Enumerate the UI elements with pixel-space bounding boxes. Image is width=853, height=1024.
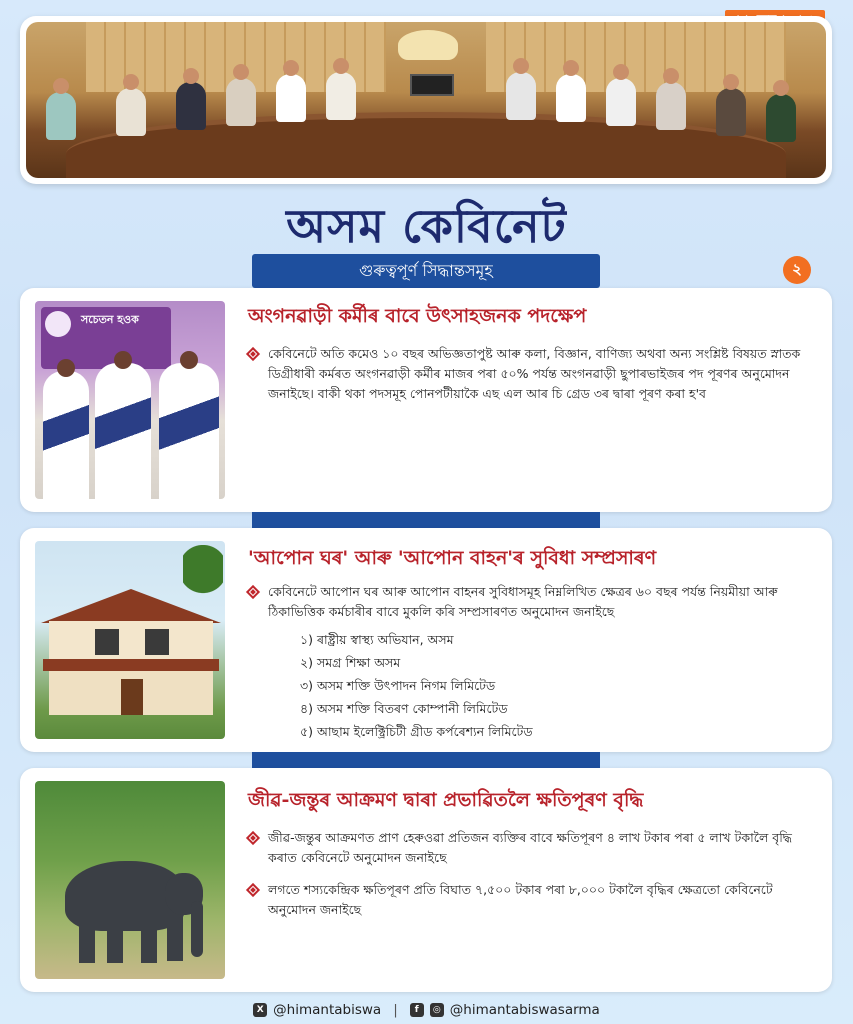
card-anganwadi — [20, 288, 832, 512]
footer-separator: | — [393, 1002, 398, 1018]
subtitle-banner: গুৰুত্বপূৰ্ণ সিদ্ধান্তসমূহ — [252, 254, 600, 288]
facebook-handle[interactable]: @himantabiswasarma — [449, 1002, 600, 1018]
facebook-icon[interactable]: f — [410, 1003, 424, 1017]
elephant-image — [35, 781, 225, 979]
diamond-bullet-icon — [246, 347, 260, 361]
page-number-badge: ২ — [783, 256, 811, 284]
page-title: অসম কেবিনেট — [286, 199, 567, 253]
diamond-bullet-icon — [246, 831, 260, 845]
diamond-bullet-icon — [246, 585, 260, 599]
diamond-bullet-icon — [246, 883, 260, 897]
x-handle[interactable]: @himantabiswa — [273, 1002, 382, 1018]
bullet-item: জীৱ-জন্তুৰ আক্ৰমণত প্ৰাণ হেৰুওৱা প্ৰতিজন ব্যক্তিৰ বাবে ক্ষতিপূৰণ ৪ লাখ টকাৰ পৰা ৫ লাখ টকালৈ বৃদ্ধি কৰাত কেবিনেটে অনুমোদন জনাইছে — [248, 828, 818, 868]
footer — [0, 1002, 853, 1018]
awareness-banner-text: সচেতন হওক — [81, 313, 139, 326]
card-title: 'আপোন ঘৰ' আৰু 'আপোন বাহন'ৰ সুবিধা সম্প্ৰসাৰণ — [248, 547, 657, 569]
bullet-item: কেবিনেটে অতি কমেও ১০ বছৰ অভিজ্ঞতাপুষ্ট আৰু কলা, বিজ্ঞান, বাণিজ্য অথবা অন্য সংশ্লিষ্ট বিষয়ত স্নাতক ডিগ্ৰীধাৰী কৰ্মৰত অংগনৱাড়ী কৰ্মীৰ মাজৰ পৰা ৫০% পৰ্যন্ত অংগনৱাড়ী ছুপাৰভাইজৰ পদ পূৰণৰ অনুমোদন জনাইছে। বাকী থকা পদসমূহ পোনপটীয়াকৈ এছ এল আৰ চি গ্ৰেড ৩ৰ দ্বাৰা পূৰণ কৰা হ'ব — [248, 344, 818, 404]
list-item: ৫) আছাম ইলেক্ট্ৰিচিটী গ্ৰীড কৰ্পৰেশ্যন লিমিটেড — [300, 724, 533, 739]
bullet-item: লগতে শস্যকেন্দ্ৰিক ক্ষতিপূৰণ প্ৰতি বিঘাত ৭,৫০০ টকাৰ পৰা ৮,০০০ টকালৈ বৃদ্ধিৰ ক্ষেত্ৰতো কেবিনেটে অনুমোদন জনাইছে — [248, 880, 818, 920]
instagram-icon[interactable]: ◎ — [430, 1003, 444, 1017]
card-wildlife-compensation — [20, 768, 832, 992]
cabinet-meeting-photo — [26, 22, 826, 178]
house-image — [35, 541, 225, 739]
x-icon[interactable]: X — [253, 1003, 267, 1017]
anganwadi-workers-image — [35, 301, 225, 499]
bullet-item: কেবিনেটে আপোন ঘৰ আৰু আপোন বাহনৰ সুবিধাসমূহ নিম্নলিখিত ক্ষেত্ৰৰ ৬০ বছৰ পৰ্যন্ত নিয়মীয়া আৰু ঠিকাভিত্তিক কৰ্মচাৰীৰ বাবে মুকলি কৰি সম্প্ৰসাৰণত অনুমোদন জনাইছে — [248, 582, 818, 622]
list-item: ১) ৰাষ্ট্ৰীয় স্বাস্থ্য অভিযান, অসম — [300, 632, 454, 647]
card-title: অংগনৱাড়ী কৰ্মীৰ বাবে উৎসাহজনক পদক্ষেপ — [248, 305, 587, 327]
list-item: ৩) অসম শক্তি উৎপাদন নিগম লিমিটেড — [300, 678, 496, 693]
header-photo-frame — [20, 16, 832, 184]
card-title: জীৱ-জন্তুৰ আক্ৰমণ দ্বাৰা প্ৰভাৱিতলৈ ক্ষতিপূৰণ বৃদ্ধি — [248, 789, 644, 811]
card-apon-ghar — [20, 528, 832, 752]
list-item: ৪) অসম শক্তি বিতৰণ কোম্পানী লিমিটেড — [300, 701, 508, 716]
list-item: ২) সমগ্ৰ শিক্ষা অসম — [300, 655, 401, 670]
